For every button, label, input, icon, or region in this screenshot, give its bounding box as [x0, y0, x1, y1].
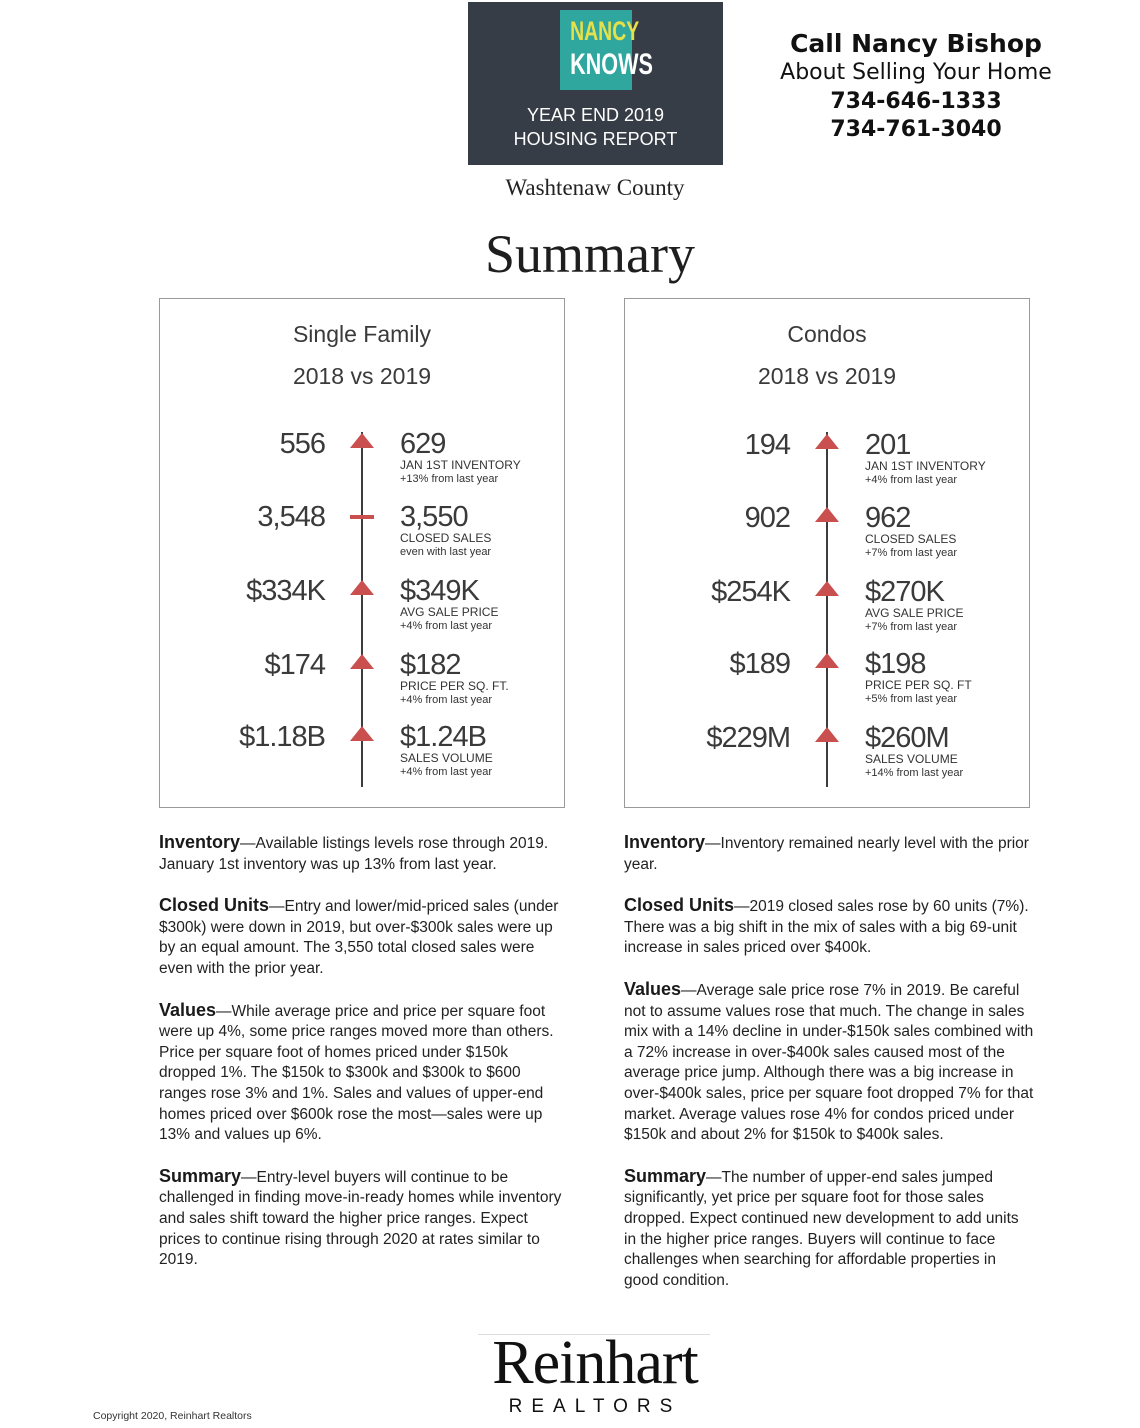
stat-change: +4% from last year: [400, 620, 493, 632]
stat-new-value: 962: [865, 502, 911, 534]
up-arrow-icon: [815, 581, 839, 596]
stat-new-value: 629: [400, 428, 446, 460]
paragraph-text: —While average price and price per square foot were up 4%, some price ranges moved more than others. Price per square foot of homes priced under $150k dropped 1%. The $150k to $300k and $300k to $600 ranges rose 3% and 1%. Sales and values of upper-end homes priced over $600k rose the most—sales were up 13% and values up 6%.: [159, 1002, 554, 1144]
stat-change: +7% from last year: [865, 547, 958, 559]
stat-new-value: 201: [865, 429, 911, 461]
phone-number-1[interactable]: 734-646-1333: [830, 89, 1002, 114]
up-arrow-icon: [815, 653, 839, 668]
paragraph-heading: Values: [624, 978, 682, 999]
stat-row-avg-price: [160, 574, 564, 644]
stat-new-value: $1.24B: [400, 721, 486, 753]
stat-row-avg-price: [625, 575, 1029, 645]
stat-row-sales-volume: [160, 720, 564, 790]
panel-subheading: 2018 vs 2019: [757, 363, 897, 389]
stat-old-value: $174: [264, 649, 325, 681]
paragraph-heading: Closed Units: [624, 895, 735, 916]
cta-subheading: About Selling Your Home: [780, 60, 1052, 85]
paragraph-heading: Inventory: [159, 832, 241, 852]
panel-heading: Condos: [787, 321, 867, 347]
paragraph-inventory: [159, 832, 569, 875]
stat-row-sales-volume: [625, 721, 1029, 791]
stat-change: +4% from last year: [400, 766, 493, 778]
stat-label: AVG SALE PRICE: [400, 605, 499, 619]
stat-label: SALES VOLUME: [865, 752, 958, 766]
stat-change: +7% from last year: [865, 621, 958, 633]
stat-label: SALES VOLUME: [400, 751, 493, 765]
paragraph-heading: Values: [159, 999, 217, 1020]
stat-new-value: $349K: [400, 575, 479, 607]
paragraph-text: —2019 closed sales rose by 60 units (7%). There was a big shift in the mix of sales with a big 69-unit increase in sales priced over $400k.: [624, 898, 1029, 957]
stat-old-value: $189: [729, 648, 790, 680]
paragraph-inventory: [624, 832, 1034, 875]
cta-heading: Call Nancy Bishop: [790, 29, 1042, 58]
stat-label: AVG SALE PRICE: [865, 606, 964, 620]
condos-commentary: [624, 832, 1034, 1311]
stat-change: +13% from last year: [400, 473, 499, 485]
stat-old-value: $1.18B: [239, 721, 325, 753]
stat-new-value: $198: [865, 648, 926, 680]
paragraph-text: —Entry and lower/mid-priced sales (under $300k) were down in 2019, but over-$300k sales were up by an equal amount. The 3,550 total closed sales were even with the prior year.: [159, 898, 559, 977]
paragraph-text: —Inventory remained nearly level with the prior year.: [624, 835, 1029, 873]
up-arrow-icon: [350, 580, 374, 595]
stat-old-value: 556: [279, 428, 325, 460]
paragraph-heading: Closed Units: [159, 895, 270, 916]
stat-new-value: $182: [400, 649, 461, 681]
logo-text-line1: NANCY: [570, 16, 640, 46]
stat-old-value: $229M: [706, 722, 790, 754]
stat-label: PRICE PER SQ. FT.: [400, 679, 509, 693]
stat-row-inventory: [160, 427, 564, 497]
up-arrow-icon: [350, 726, 374, 741]
copyright-notice: Copyright 2020, Reinhart Realtors: [93, 1410, 252, 1422]
paragraph-summary: [159, 1166, 569, 1271]
paragraph-closed-units: [159, 895, 569, 979]
stat-label: PRICE PER SQ. FT: [865, 678, 972, 692]
up-arrow-icon: [815, 727, 839, 742]
up-arrow-icon: [350, 654, 374, 669]
report-title-line1: YEAR END 2019: [526, 105, 665, 125]
panel-subheading: 2018 vs 2019: [292, 363, 432, 389]
stat-old-value: $334K: [246, 575, 325, 607]
paragraph-heading: Summary: [624, 1165, 707, 1186]
stat-old-value: 194: [744, 429, 790, 461]
paragraph-values: [159, 1000, 569, 1146]
stat-new-value: 3,550: [400, 501, 468, 533]
stat-old-value: 3,548: [257, 501, 325, 533]
paragraph-values: [624, 979, 1034, 1146]
stat-row-price-per-sqft: [625, 647, 1029, 717]
up-arrow-icon: [815, 434, 839, 449]
stat-row-closed-sales: [160, 500, 564, 570]
stat-label: JAN 1ST INVENTORY: [865, 459, 986, 473]
reinhart-logo-wordmark: Reinhart: [492, 1329, 698, 1397]
condos-panel: [624, 298, 1030, 808]
paragraph-text: —Entry-level buyers will continue to be challenged in finding move-in-ready homes while inventory and sales shift toward the higher price ranges. Expect prices to continue rising through 2020 at rates similar to 2019.: [159, 1168, 562, 1269]
phone-number-2[interactable]: 734-761-3040: [830, 117, 1002, 142]
paragraph-text: —Average sale price rose 7% in 2019. Be careful not to assume values rose that much. The change in sales mix with a 14% decline in under-$150k sales combined with a 72% increase in over-$400k sales caused most of the average price jump. Although there was a big increase in over-$400k sales, price per square foot dropped 7% for that market. Average values rose 4% for condos priced under $150k and about 2% for $150k to $400k sales.: [624, 981, 1034, 1144]
stat-old-value: 902: [744, 502, 790, 534]
single-family-commentary: [159, 832, 569, 1291]
stat-change: +5% from last year: [865, 693, 958, 705]
up-arrow-icon: [815, 507, 839, 522]
stat-change: +4% from last year: [400, 694, 493, 706]
stat-row-price-per-sqft: [160, 648, 564, 718]
stat-label: JAN 1ST INVENTORY: [400, 458, 521, 472]
single-family-panel: [159, 298, 565, 808]
logo-text-line2: KNOWS: [570, 48, 653, 81]
county-name: Washtenaw County: [505, 175, 685, 200]
page-title: Summary: [485, 224, 695, 284]
report-title-line2: HOUSING REPORT: [513, 129, 678, 149]
up-arrow-icon: [350, 433, 374, 448]
stat-new-value: $270K: [865, 576, 944, 608]
reinhart-logo-subtitle: REALTORS: [508, 1396, 682, 1417]
stat-label: CLOSED SALES: [865, 532, 957, 546]
paragraph-summary: [624, 1166, 1034, 1292]
stat-new-value: $260M: [865, 722, 949, 754]
paragraph-text: —Available listings levels rose through 2019. January 1st inventory was up 13% from last year.: [159, 835, 549, 873]
nancy-knows-logo: [560, 10, 653, 90]
flat-trend-icon: [350, 515, 374, 519]
stat-change: +4% from last year: [865, 474, 958, 486]
paragraph-heading: Inventory: [624, 832, 706, 852]
paragraph-closed-units: [624, 895, 1034, 959]
stat-old-value: $254K: [711, 576, 790, 608]
stat-row-inventory: [625, 428, 1029, 498]
stat-change: even with last year: [400, 546, 492, 558]
stat-row-closed-sales: [625, 501, 1029, 571]
paragraph-text: —The number of upper-end sales jumped significantly, yet price per square foot for those sales dropped. Expect continued new development to add units in the higher price ranges. Buyers will continue to face challenges when searching for affordable properties in good condition.: [624, 1168, 1019, 1289]
stat-label: CLOSED SALES: [400, 531, 492, 545]
stat-change: +14% from last year: [865, 767, 964, 779]
paragraph-heading: Summary: [159, 1165, 242, 1186]
panel-heading: Single Family: [292, 321, 432, 347]
